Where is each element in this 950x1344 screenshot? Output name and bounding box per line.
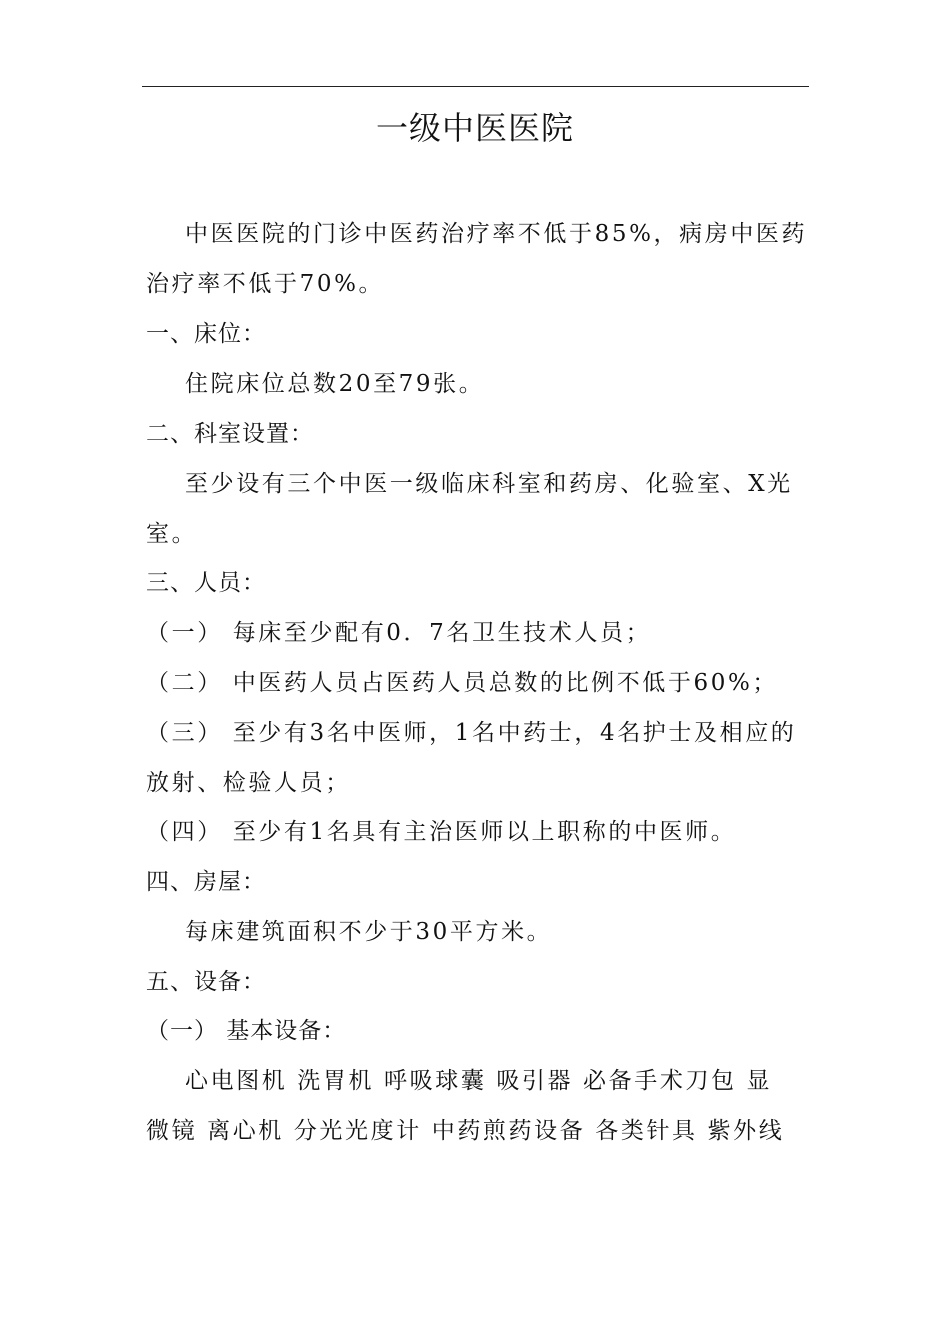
intro-line-2: 治疗率不低于70%。 [146, 271, 385, 297]
intro-line-1: 中医医院的门诊中医药治疗率不低于85%，病房中医药 [185, 221, 808, 247]
equipment-sub-heading: （一） 基本设备： [146, 1018, 347, 1044]
staff-item-1: （一） 每床至少配有0．7名卫生技术人员； [146, 620, 652, 646]
staff-item-4: （四） 至少有1名具有主治医师以上职称的中医师。 [146, 819, 737, 845]
staff-item-2: （二） 中医药人员占医药人员总数的比例不低于60%； [146, 670, 779, 696]
section-departments-heading: 二、科室设置： [146, 421, 314, 447]
section-beds-text: 住院床位总数20至79张。 [185, 371, 485, 397]
document-title: 一级中医医院 [375, 109, 574, 147]
section-housing-text: 每床建筑面积不少于30平方米。 [185, 919, 553, 945]
section-staff-heading: 三、人员： [146, 570, 266, 596]
equipment-line-2: 微镜 离心机 分光光度计 中药煎药设备 各类针具 紫外线 [146, 1118, 785, 1144]
section-departments-line-2: 室。 [146, 521, 198, 547]
staff-item-3-line-2: 放射、检验人员； [146, 770, 351, 796]
section-housing-heading: 四、房屋： [146, 869, 266, 895]
header-rule [142, 86, 809, 87]
section-beds-heading: 一、床位： [146, 321, 266, 347]
staff-item-3-line-1: （三） 至少有3名中医师，1名中药士，4名护士及相应的 [146, 720, 797, 746]
section-equipment-heading: 五、设备： [146, 969, 266, 995]
equipment-line-1: 心电图机 洗胃机 呼吸球囊 吸引器 必备手术刀包 显 [185, 1068, 773, 1094]
section-departments-line-1: 至少设有三个中医一级临床科室和药房、化验室、X光 [185, 471, 793, 497]
